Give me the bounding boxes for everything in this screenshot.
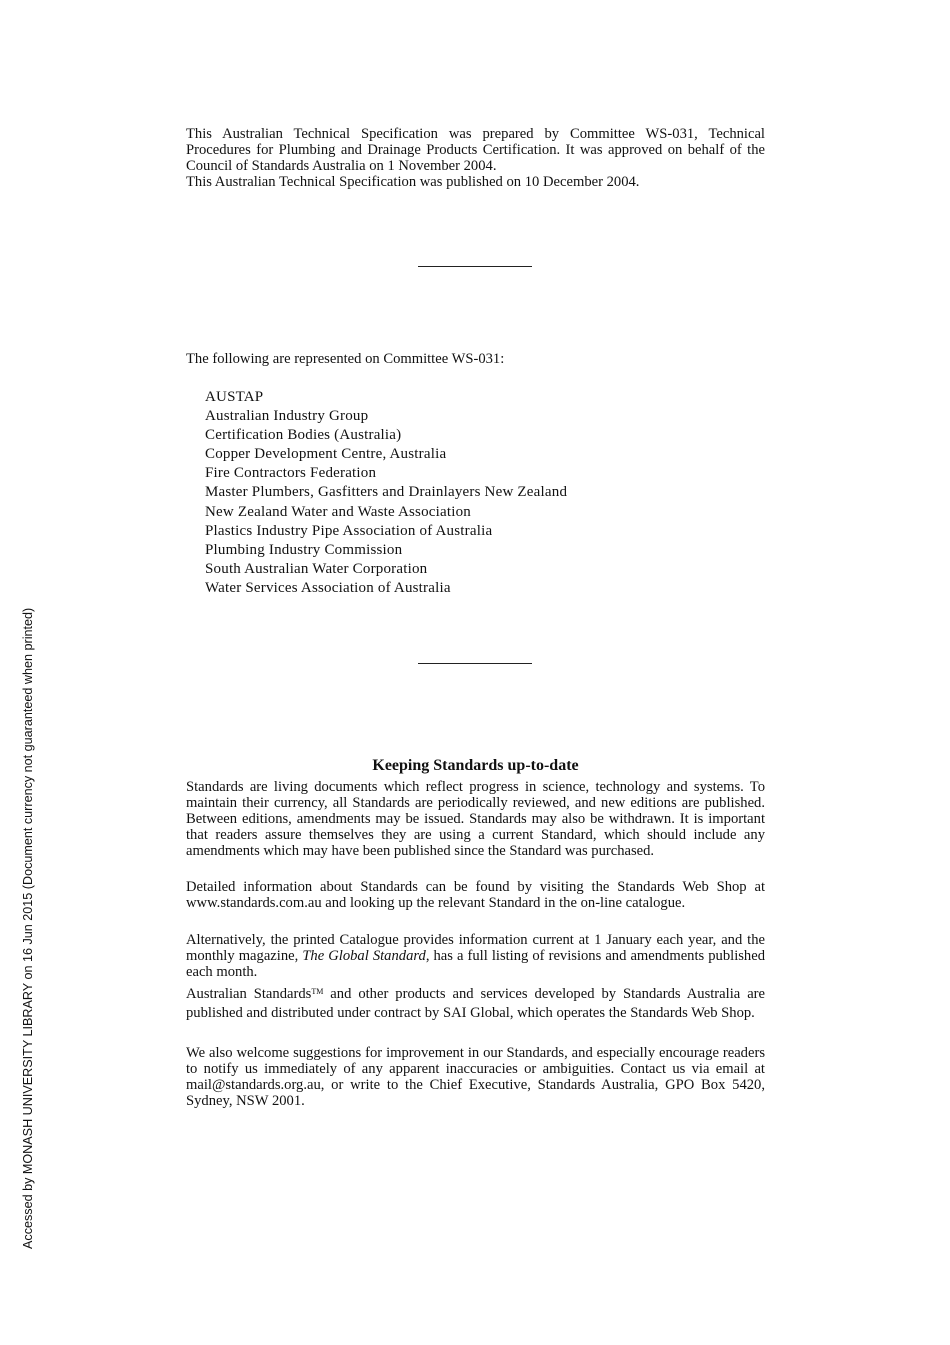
paragraph-text: Alternatively, the printed Catalogue provides information current at 1 January each year, and the monthly magazine, <box>186 932 765 964</box>
list-item: New Zealand Water and Waste Association <box>205 503 472 520</box>
intro-section <box>186 126 765 190</box>
list-item: Water Services Association of Australia <box>205 579 451 596</box>
list-item: Certification Bodies (Australia) <box>205 427 402 444</box>
intro-paragraph: This Australian Technical Specification was prepared by Committee WS-031, Technical Procedures for Plumbing and Drainage Products Certification. It was approved on behalf of the Council of Standards Australia on 1 November 2004. <box>186 126 765 174</box>
list-item: Australian Industry Group <box>205 408 369 425</box>
committee-heading: The following are represented on Committee WS-031: <box>186 351 505 367</box>
paragraph-catalogue <box>186 932 765 980</box>
list-item: Master Plumbers, Gasfitters and Drainlayers New Zealand <box>205 484 568 501</box>
list-item: Plumbing Industry Commission <box>205 541 403 558</box>
list-item: AUSTAP <box>205 389 264 405</box>
paragraph-text: and other products and services developed by Standards Australia are published and distributed under contract by SAI Global, which operates the Standards Web Shop. <box>186 986 766 1021</box>
list-item: Copper Development Centre, Australia <box>205 446 447 463</box>
magazine-title: The Global Standard <box>302 948 426 964</box>
paragraph-text: , has a full listing of revisions and amendments published each month. <box>186 948 765 980</box>
paragraph-web-shop: Detailed information about Standards can be found by visiting the Standards Web Shop at www.standards.com.au and looking up the relevant Standard in the on-line catalogue. <box>186 879 765 911</box>
paragraph-distribution <box>186 985 765 1022</box>
committee-member-list <box>205 388 567 598</box>
trademark-mark: TM <box>311 987 324 996</box>
list-item: South Australian Water Corporation <box>205 560 428 577</box>
section-title: Keeping Standards up-to-date <box>372 757 579 774</box>
section-divider <box>418 266 532 267</box>
list-item: Fire Contractors Federation <box>205 465 377 482</box>
access-watermark: Accessed by MONASH UNIVERSITY LIBRARY on 16 Jun 2015 (Document currency not guaranteed when printed) <box>21 607 35 1249</box>
paragraph-living-documents: Standards are living documents which reflect progress in science, technology and systems. To maintain their currency, all Standards are periodically reviewed, and new editions are published. Between editions, amendments may be issued. Standards may also be withdrawn. It is important that readers assure themselves they are using a current Standard, which should include any amendments which may have been published since the Standard was purchased. <box>186 779 765 859</box>
paragraph-text: Australian Standards <box>186 986 312 1002</box>
section-divider <box>418 663 532 664</box>
paragraph-feedback: We also welcome suggestions for improvement in our Standards, and especially encourage readers to notify us immediately of any apparent inaccuracies or ambiguities. Contact us via email at mail@standards.org.au, or write to the Chief Executive, Standards Australia, GPO Box 5420, Sydney, NSW 2001. <box>186 1045 765 1109</box>
publication-date-line: This Australian Technical Specification was published on 10 December 2004. <box>186 174 640 190</box>
list-item: Plastics Industry Pipe Association of Australia <box>205 522 493 539</box>
